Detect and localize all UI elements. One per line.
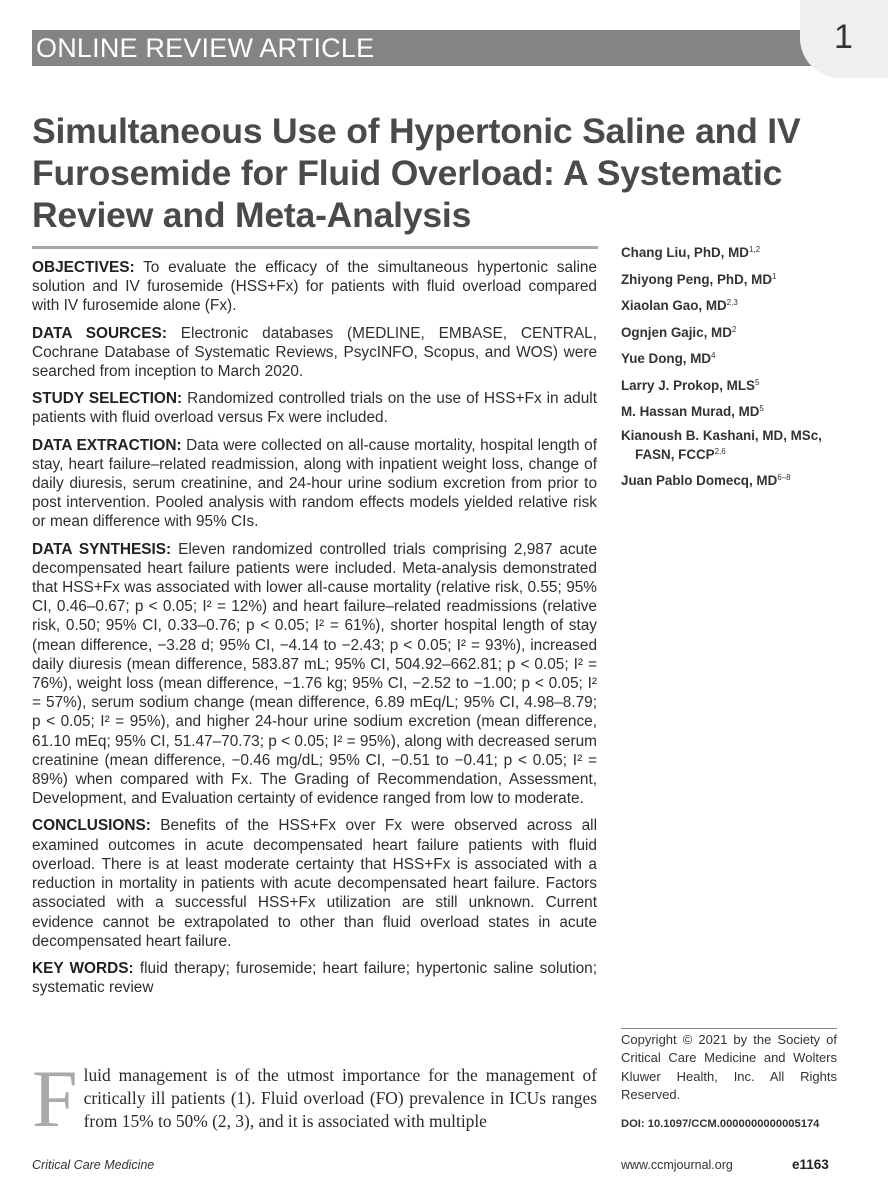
section-text: fluid therapy; furosemide; heart failure; hypertonic saline solution; systematic review [32,959,598,997]
author-name-continued [621,444,861,463]
author-affiliation: 2,6 [714,446,726,456]
author [621,322,861,341]
author-affiliation: 1,2 [748,245,761,254]
section-text: Randomized controlled trials on the use of HSS+Fx in adult patients with fluid overload versus Fx were included. [32,390,597,427]
section-text: Eleven randomized controlled trials comprising 2,987 acute decompensated heart failure patients were included. Meta-analysis demonstrated that HSS+Fx was associated with lower all-cause mortality (relative risk, 0.55; 95% CI, 0.46–0.67; p < 0.05; I² = 12%) and heart failure–related readmissions (relative risk, 0.50; 95% CI, 0.33–0.76; p < 0.05; I² = 61%), shorter hospital length of stay (mean difference, −3.28 d; 95% CI, −4.14 to −2.43; p < 0.05; I² = 93%), increased daily diuresis (mean difference, 583.87 mL; 95% CI, 504.92–662.81; p < 0.05; I² = 76%), weight loss (mean difference, −1.76 kg; 95% CI, −2.52 to −1.00; p < 0.05; I² = 57%), serum sodium change (mean difference, 6.89 mEq/L; 95% CI, 4.98–8.79; p < 0.05; I² = 95%), and higher 24-hour urine sodium excretion (mean difference, 61.10 mEq; 95% CI, 51.47–70.73; p < 0.05; I² = 95%), along with decreased serum creatinine (mean difference, −0.46 mg/dL; 95% CI, −0.51 to −0.41; p < 0.05; I² = 89%) when compared with Fx. The Grading of Recommendation, Assessment, Development, and Evaluation certainty of evidence ranged from low to moderate. [32,540,597,808]
abstract-objectives [32,258,597,316]
copyright-notice: Copyright © 2021 by the Society of Critical Care Medicine and Wolters Kluwer Health, Inc. All Rights Reserved. [621,1032,837,1103]
section-label: KEY WORDS: [32,959,134,977]
author-name-cont: FASN, FCCP [635,446,715,462]
section-text: Electronic databases (MEDLINE, EMBASE, CENTRAL, Cochrane Database of Systematic Reviews, PsycINFO, Scopus, and WOS) were searched from inception to March 2020. [32,324,598,381]
abstract-conclusions [32,816,597,950]
page-number: 1 [834,18,853,56]
author [621,348,861,367]
title-rule [32,246,598,249]
section-label: CONCLUSIONS: [32,817,151,835]
section-text: To evaluate the efficacy of the simultaneous hypertonic saline solution and IV furosemide (HSS+Fx) for patients with fluid overload compared with IV furosemide alone (Fx). [32,259,597,315]
author-affiliation: 6–8 [777,473,791,482]
author-list [621,242,861,497]
author-affiliation: 2 [731,324,737,334]
author-name: Larry J. Prokop, MLS [621,377,755,393]
author-name: M. Hassan Murad, MD [621,404,760,419]
section-label: DATA EXTRACTION: [32,436,182,454]
footer-journal: Critical Care Medicine [32,1158,155,1172]
author-name: Zhiyong Peng, PhD, MD [621,271,773,287]
section-text: Data were collected on all-cause mortality, hospital length of stay, heart failure–related readmission, along with inpatient weight loss, change of daily diuresis, serum creatinine, and 24-hour urine sodium excretion from prior to post intervention. Pooled analysis with random effects models yielded relative risk or mean difference with 95% CIs. [32,436,598,531]
body-paragraph [32,1053,597,1144]
section-label: DATA SOURCES: [32,324,167,342]
author [621,470,861,489]
author-affiliation: 2,3 [726,298,738,307]
section-label: DATA SYNTHESIS: [32,540,172,558]
section-label: STUDY SELECTION: [32,390,183,408]
author-name: Ognjen Gajic, MD [621,324,732,340]
doi: DOI: 10.1097/CCM.0000000000005174 [621,1118,820,1130]
author [621,269,861,288]
author-affiliation: 4 [711,351,716,360]
article-title: Simultaneous Use of Hypertonic Saline and IV Furosemide for Fluid Overload: A Systematic Review and Meta-Analysis [32,111,801,235]
copyright-divider [621,1028,837,1029]
section-text: Benefits of the HSS+Fx over Fx were observed across all examined outcomes in acute decompensated heart failure patients with fluid overload. There is at least moderate certainty that HSS+Fx is associated with a reduction in mortality in patients with acute decompensated heart failure. Factors associated with a successful HSS+Fx utilization are still unknown. Current evidence cannot be extrapolated to other than fluid overload states in acute decompensated heart failure. [32,817,597,950]
author-affiliation: 5 [759,404,764,413]
footer-page-number: e1163 [792,1157,829,1172]
author-affiliation: 1 [772,271,777,281]
author [621,295,861,314]
abstract-data-sources [32,324,597,382]
abstract-key-words [32,959,597,997]
section-banner: ONLINE REVIEW ARTICLE [32,30,812,66]
abstract-data-synthesis [32,540,597,809]
author-name: Yue Dong, MD [621,351,712,366]
body-text: luid management is of the utmost importance for the management of critically ill patients (1). Fluid overload (FO) prevalence in ICUs ranges from 15% to 50% (2, 3), and it is associated with multiple [83,1065,597,1131]
abstract [32,258,597,1005]
drop-cap: F [32,1053,78,1144]
author [621,375,861,394]
author [621,242,861,261]
author-name: Kianoush B. Kashani, MD, MSc, [621,427,822,443]
author-name: Chang Liu, PhD, MD [621,245,749,260]
author-affiliation: 5 [754,377,760,387]
author-name: Xiaolan Gao, MD [621,298,727,313]
footer-url: www.ccmjournal.org [621,1158,733,1172]
section-label: OBJECTIVES: [32,259,135,276]
abstract-data-extraction [32,436,597,532]
author [621,401,861,420]
abstract-study-selection [32,389,597,427]
author-name: Juan Pablo Domecq, MD [621,473,778,488]
author [621,428,861,463]
